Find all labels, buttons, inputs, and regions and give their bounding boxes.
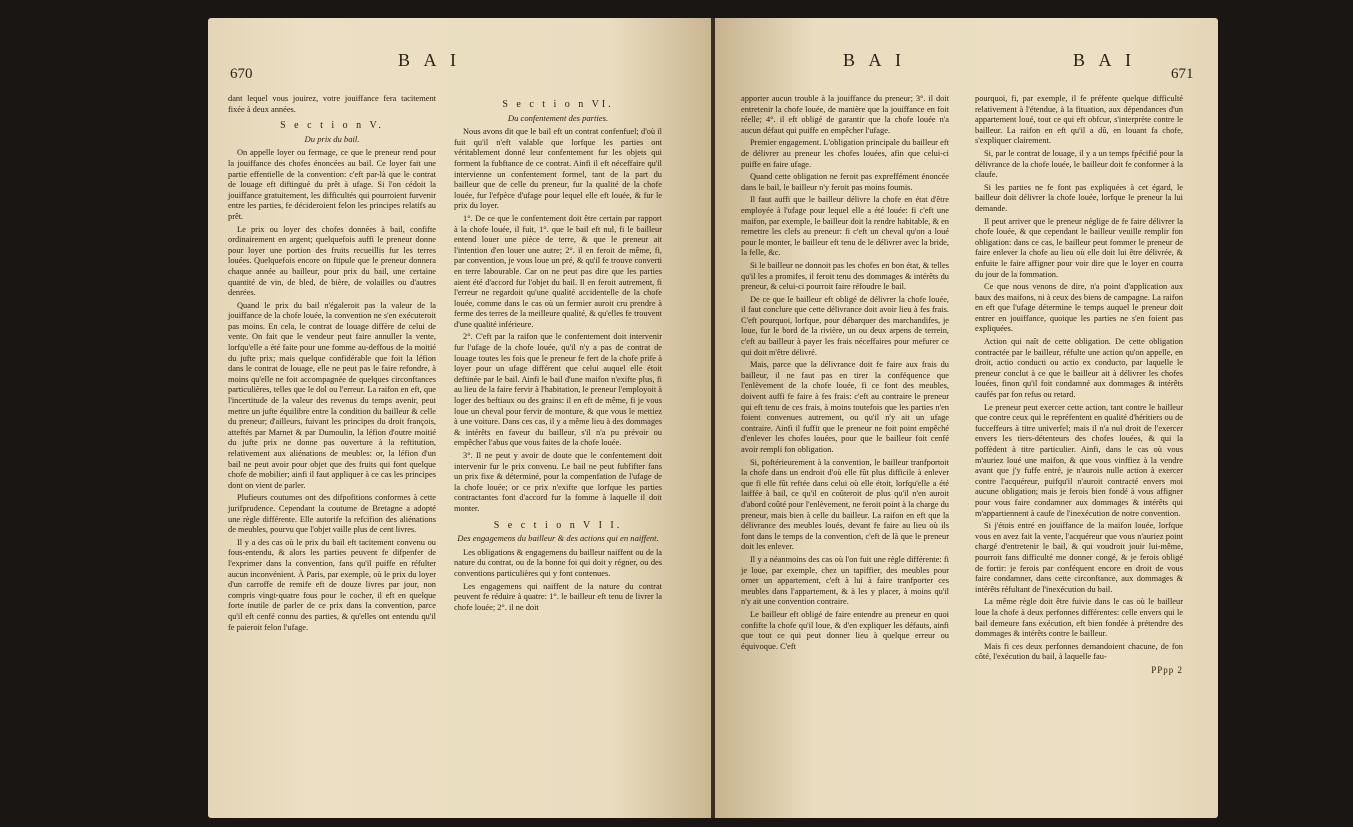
paragraph: Action qui naît de cette obligation. De cette obligation contractée par le bailleur, réfulte une action qu'on appelle, en droit, actio conducti ou actio ex conducto, par laquelle le preneur conclut à ce que le bailleur ait à délivrer les chofes louées, finon qu'il foit condamné aux dommages & intérêts caufés par fon refus ou retard.	[975, 337, 1183, 400]
running-header: B A I	[398, 50, 462, 70]
paragraph: Si, poftérieurement à la convention, le bailleur tranfportoit la chofe dans un endroit d'où elle fût plus difficile à enlever que fi elle fût reftée dans celui où elle étoit, lorfqu'elle a été laiffée à bail, ce qu'il en coûteroit de plus qu'il n'en auroit d'abord coûté pour l'enlèvement, ne feroit point à la charge du preneur, mais bien à celle du bailleur. La raifon en eft que la délivrance des meubles loués, devant fe faire au lieu où ils font dans le temps de la convention, c'eft de là que le preneur doit les enlever.	[741, 457, 949, 552]
paragraph: Si, par le contrat de louage, il y a un temps fpécifié pour la délivrance de la chofe louée, le bailleur doit fe conformer à la claufe.	[975, 148, 1183, 180]
paragraph: 1°. De ce que le confentement doit être certain par rapport à la chofe louée, il fuit, 1°. que le bail eft nul, fi le bailleur entend louer une pièce de terre, & que le preneur ait l'intention d'en louer une autre; 2°. il en feroit de même, fi, par convention, je vous loue un pré, & qu'il fe trouve converti en terre labourable. Car on ne peut pas dire que les parties aient été d'accord fur l'objet du bail. Il en feroit autrement, fi l'erreur ne regardoit qu'une qualité accidentelle de la chofe louée, comme dans le cas où un fermier auroit cru prendre à ferme des terres de la meilleure qualité, & qu'elles fe trouvent d'une qualité inférieure.	[454, 213, 662, 329]
paragraph: Plufieurs coutumes ont des difpofitions conformes à cette jurifprudence. Cependant la coutume de Bretagne a adopté une règle différente. Elle autorife la refcifion des aliénations de meubles, pourvu que l'objet vaille plus de cent livres.	[228, 493, 436, 535]
paragraph: Les obligations & engagemens du bailleur naiffent ou de la nature du contrat, ou de la bonne foi qui doit y régner, ou des conventions particulières qui y font contenues.	[454, 547, 662, 578]
paragraph: Nous avons dit que le bail eft un contrat confenfuel; d'où il fuit qu'il n'eft valable que lorfque les parties ont véritablement donné leur confentement fur les objets qui forment la fubftance de ce contrat. Ainfi il eft néceffaire qu'il intervienne un confentement formel, tant de la part du bailleur que de celle du preneur, fur la qualité de la chofe louée, fur l'efpèce d'ufage pour lequel elle eft louée, & fur le prix du loyer.	[454, 127, 662, 211]
signature-mark: PPpp 2	[1151, 664, 1183, 675]
intro-text: dant lequel vous jouirez, votre jouiffance fera tacitement fixée à deux années.	[228, 94, 436, 114]
section-title: S e c t i o n VI.	[502, 99, 614, 110]
section-subtitle: Des engagemens du bailleur & des actions qui en naiffent.	[457, 533, 659, 544]
paragraph: Mais fi ces deux perfonnes demandoient chacune, de fon côté, l'exécution du bail, à laquelle fau-	[975, 641, 1183, 662]
paragraph: Quand cette obligation ne feroit pas expreffément énoncée dans le bail, le bailleur n'y feroit pas moins foumis.	[741, 172, 949, 192]
paragraph: Le prix ou loyer des chofes données à bail, confifte ordinairement en argent; quelquefois auffi le preneur donne pour loyer une portion des fruits recueillis fur les terres louées. Quelquefois encore on ftipule que le preneur donnera chaque année au bailleur, pour prix du bail, une certaine quantité de vin, de bled, de bière, de volailles ou d'autres denrées.	[228, 224, 436, 298]
paragraph: Il faut auffi que le bailleur délivre la chofe en état d'être employée à l'ufage pour lequel elle a été louée: fi c'eft une maifon, par exemple, le bailleur doit la rendre habitable, & en remettre les clefs au preneur: fi c'eft un cheval qu'on a loué pour le monter, le bailleur eft tenu de le délivrer avec la bride, la felle, &c.	[741, 195, 949, 258]
book-gutter	[711, 18, 715, 818]
paragraph: Il y a des cas où le prix du bail eft tacitement convenu ou fous-entendu, & alors les parties peuvent fe difpenfer de l'exprimer dans la convention, fans qu'il puiffe en réfulter aucun inconvénient. À Paris, par exemple, où le prix du loyer d'un carroffe de remife eft de douze livres par jour, non compris vingt-quatre fous pour le cocher, il eft en quelque forte inutile de parler de ce prix dans la convention, parce qu'il eft cenfé connu des parties, & qu'elles ont entendu qu'il fe paieroit felon l'ufage.	[228, 537, 436, 632]
running-header-repeat: B A I	[1073, 50, 1137, 70]
right-page	[713, 18, 1218, 818]
left-column-2	[454, 94, 662, 615]
paragraph: Premier engagement. L'obligation principale du bailleur eft de délivrer au preneur les chofes louées, afin que celui-ci puiffe en faire ufage.	[741, 138, 949, 169]
running-header: B A I	[843, 50, 907, 70]
right-column-2	[975, 94, 1183, 675]
paragraph: Si les parties ne fe font pas expliquées à cet égard, le bailleur doit délivrer la chofe louée, lorfque le preneur la lui demande.	[975, 182, 1183, 213]
paragraph: Il peut arriver que le preneur néglige de fe faire délivrer la chofe louée, & que cependant le bailleur veuille remplir fon obligation: dans ce cas, le bailleur peut fommer le preneur de faire enlever la chofe au lieu où elle doit lui être délivrée, & enfuite le faire affigner pour voir dire que le loyer en courra du jour de la fommation.	[975, 216, 1183, 279]
paragraph: Les engagemens qui naiffent de la nature du contrat peuvent fe réduire à quatre: 1°. le bailleur eft tenu de livrer la chofe louée; 2°. il ne doit	[454, 581, 662, 612]
left-column-1	[228, 94, 436, 635]
paragraph: 3°. Il ne peut y avoir de doute que le confentement doit intervenir fur le prix convenu. Le bail ne peut fubfifter fans un prix fixe & déterminé, pour la compenfation de l'ufage de la chofe louée; or ce prix n'exifte que lorfque les parties contractantes font d'accord fur la fomme à laquelle il doit monter.	[454, 451, 662, 513]
paragraph: On appelle loyer ou fermage, ce que le preneur rend pour la jouiffance des chofes énoncées au bail. Ce loyer fait une partie effentielle de la convention: c'eft par-là que le contrat de louage eft diftingué du prêt à ufage. Si l'on cédoit la jouiffance gratuitement, les difficultés qui pourroient furvenir entre les parties, fe décideroient felon les principes relatifs au prêt.	[228, 148, 436, 221]
paragraph: Si le bailleur ne donnoit pas les chofes en bon état, & telles qu'il les a promifes, il feroit tenu des dommages & intérêts du preneur, & celui-ci pourroit faire réfoudre le bail.	[741, 260, 949, 292]
paragraph: Mais, parce que la délivrance doit fe faire aux frais du bailleur, il ne faut pas en tirer la conféquence que l'enlèvement de la chofe louée, fi ce font des meubles, doivent auffi fe faire à fes frais: c'eft au contraire le preneur qui eft tenu de ces frais, à moins toutefois que les parties n'en foient convenues autrement, ou qu'il n'y ait un ufage contraire. Ainfi il fuffit que le preneur ne foit point empêché d'enlever les chofes louées, pour que le bailleur foit cenfé avoir rempli fon obligation.	[741, 360, 949, 454]
paragraph: De ce que le bailleur eft obligé de délivrer la chofe louée, il faut conclure que cette délivrance doit avoir lieu à fes frais. C'eft pourquoi, lorfque, pour débarquer des marchandifes, je loue, fur le bord de la rivière, un ou deux arpens de terrein, c'eft au bailleur à payer les frais néceffaires pour mefurer ce qui doit m'être délivré.	[741, 294, 949, 357]
paragraph: Quand le prix du bail n'égaleroit pas la valeur de la jouiffance de la chofe louée, la convention ne s'en exécuteroit pas moins. En cela, le contrat de louage diffère de celui de vente. On fait que le vendeur peut faire annuller la vente, lorfqu'elle a été faite pour une fomme au-deffous de la moitié du jufte prix; mais quelque confidérable que foit la léfion dans le contrat de louage, elle ne peut pas le faire refondre, à moins qu'elle ne foit accompagnée de quelques circonftances particulières, telles que le dol ou l'erreur. La raifon en eft, que l'incertitude de la valeur des revenus du temps avenir, peut mettre un jufte équilibre entre la condition du bailleur & celle du preneur; d'ailleurs, fuivant les principes du droit françois, atteftés par Marnet & par Dumoulin, la léfion d'outre moitié du jufte prix ne donne pas ouverture à la reftitution, relativement aux aliénations de meubles: or, la léfion d'un bail ne peut avoir pour objet que des fruits qui font quelque chofe de mobilier; ainfi il faut appliquer à ce cas les principes dont on vient de parler.	[228, 300, 436, 490]
paragraph: Si j'étois entré en jouiffance de la maifon louée, lorfque vous en avez fait la vente, l'acquéreur que vous n'auriez point chargé d'entretenir le bail, & qui voudroit jouir lui-même, pourroit fans difficulté me donner congé, & je ferois obligé de fortir: je ferois par conféquent encore en droit de vous faire condamner, dans cette circonftance, aux dommages & intérêts réfultant de l'inexécution du bail.	[975, 521, 1183, 594]
paragraph: La même règle doit être fuivie dans le cas où le bailleur loue la chofe à deux perfonnes différentes: celle envers qui le bail demeure fans exécution, eft bien fondée à prétendre des dommages & intérêts contre le bailleur.	[975, 597, 1183, 639]
left-page	[208, 18, 713, 818]
paragraph: Il y a néanmoins des cas où l'on fuit une règle différente: fi je loue, par exemple, chez un tapiffier, des meubles pour orner un appartement, c'eft à lui à faire tranfporter ces meubles dans l'appartement, & à les y placer, à moins qu'il n'y ait une convention contraire.	[741, 554, 949, 607]
section-title: S e c t i o n V.	[280, 120, 384, 132]
paragraph: Le preneur peut exercer cette action, tant contre le bailleur que contre ceux qui le repréfentent en qualité d'héritiers ou de fucceffeurs à titre univerfel; mais il n'a nul droit de l'exercer envers les tiers-détenteurs des chofes louées, & qui la poffèdent à titre particulier. Ainfi, dans le cas où vous m'auriez loué une maifon, & que vous vinffiez à la vendre avant que j'y fuffe entré, je n'aurois nulle action à exercer contre l'acquéreur, puifqu'il n'auroit contracté envers moi aucune obligation; mais je ferois bien fondé à vous affigner pour vous faire condamner aux dommages & intérêts qui m'appartiennent à caufe de l'inexécution de notre convention.	[975, 402, 1183, 518]
section-title: S e c t i o n V I I.	[493, 519, 623, 531]
right-column-1	[741, 94, 949, 654]
section-subtitle: Du prix du bail.	[304, 133, 360, 144]
page-number: 671	[1171, 66, 1194, 82]
paragraph: apporter aucun trouble à la jouiffance du preneur; 3°. il doit entretenir la chofe louée, de manière que la jouiffance en foit réelle; 4°. il eft obligé de garantir que la chofe louée n'a aucun défaut qui puiffe en empêcher l'ufage.	[741, 94, 949, 135]
paragraph: Ce que nous venons de dire, n'a point d'application aux baux des maifons, ni à ceux des biens de campagne. La raifon en eft que l'ufage détermine le temps auquel le preneur doit entrer en jouiffance, quoique les parties ne s'en foient pas expliquées.	[975, 282, 1183, 334]
page-number: 670	[230, 66, 253, 82]
section-subtitle: Du confentement des parties.	[507, 112, 609, 123]
paragraph: 2°. C'eft par la raifon que le confentement doit intervenir fur l'ufage de la chofe louée, qu'il n'y a pas de contrat de louage toutes les fois que le preneur fe fert de la chofe prife à loyer pour un ufage différent que celui auquel elle étoit deftinée par le bail. Ainfi le bail d'une maifon n'exifte plus, fi au lieu de la faire fervir à l'habitation, le preneur l'employoit à loger des beftiaux ou des grains: il en eft de même, fi je vous loue un cheval pour fervir de monture, & que vous le mettiez à une voiture. Dans ces cas, il y a même lieu à des dommages & intérêts en faveur du bailleur, s'il n'a pu prévoir ou empêcher l'abus que vous faites de la chofe louée.	[454, 332, 662, 448]
paragraph: pourquoi, fi, par exemple, il fe préfente quelque difficulté relativement à l'étendue, à la fituation, aux dépendances d'un appartement loué, tout ce qui eft obfcur, s'interprète contre le bailleur. La raifon en eft qu'il a dû, en louant fa chofe, s'expliquer clairement.	[975, 94, 1183, 146]
paragraph: Le bailleur eft obligé de faire entendre au preneur en quoi confifte la chofe qu'il loue, & d'en expliquer les défauts, ainfi que tout ce qui peut donner lieu à quelque erreur ou équivoque. C'eft	[741, 609, 949, 651]
